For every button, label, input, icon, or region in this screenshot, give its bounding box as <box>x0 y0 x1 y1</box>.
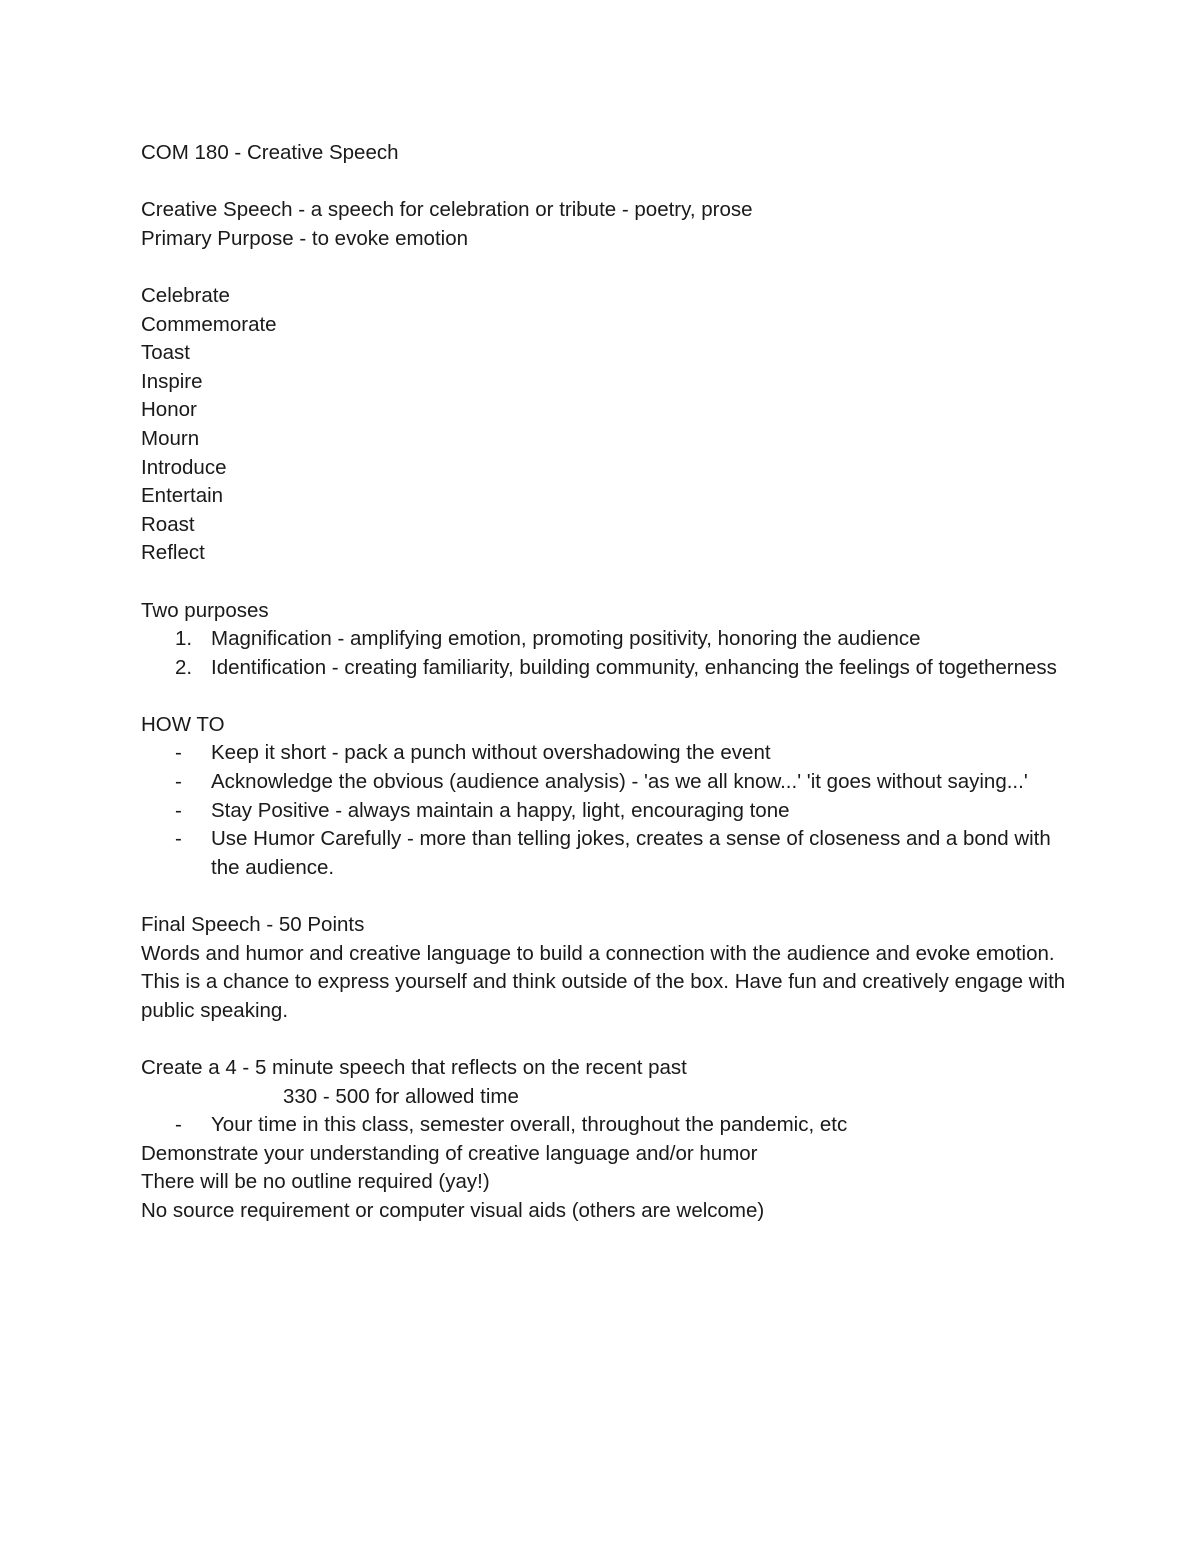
dash-marker: - <box>175 741 182 765</box>
demonstrate-requirement: Demonstrate your understanding of creative language and/or humor <box>141 1141 758 1165</box>
word-count-note: 330 - 500 for allowed time <box>283 1084 519 1108</box>
verb-item: Roast <box>141 512 195 536</box>
verb-item: Commemorate <box>141 312 277 336</box>
two-purposes-list <box>141 625 1071 682</box>
list-item-text: Acknowledge the obvious (audience analysis) - 'as we all know...' 'it goes without saying...' <box>211 770 1028 794</box>
dash-marker: - <box>175 798 182 822</box>
dash-marker: - <box>175 770 182 794</box>
list-item-text: Magnification - amplifying emotion, promoting positivity, honoring the audience <box>211 627 921 651</box>
verb-list <box>141 282 1071 568</box>
spacer <box>141 1025 1071 1054</box>
howto-heading: HOW TO <box>141 712 225 736</box>
verb-item: Celebrate <box>141 283 230 307</box>
list-item-text: Identification - creating familiarity, building community, enhancing the feelings of togetherness <box>211 655 1057 679</box>
list-item-text: Your time in this class, semester overall, throughout the pandemic, etc <box>211 1113 848 1137</box>
dash-item <box>141 768 1071 797</box>
dash-marker: - <box>175 827 182 851</box>
final-speech-heading: Final Speech - 50 Points <box>141 913 365 937</box>
verb-item: Introduce <box>141 455 227 479</box>
document-body <box>141 139 1071 1226</box>
verb-item: Honor <box>141 398 197 422</box>
howto-list <box>141 739 1071 882</box>
document-title: COM 180 - Creative Speech <box>141 141 399 164</box>
dash-item <box>141 739 1071 768</box>
purpose-line: Primary Purpose - to evoke emotion <box>141 226 468 250</box>
verb-item: Reflect <box>141 541 205 565</box>
definition-line: Creative Speech - a speech for celebration or tribute - poetry, prose <box>141 198 753 222</box>
spacer <box>141 568 1071 597</box>
verb-item: Toast <box>141 341 190 365</box>
spacer <box>141 682 1071 711</box>
dash-item <box>141 1111 1071 1140</box>
verb-item: Entertain <box>141 484 224 508</box>
numbered-item <box>141 625 1071 654</box>
list-item-text: Stay Positive - always maintain a happy, light, encouraging tone <box>211 798 790 822</box>
numbered-item <box>141 654 1071 683</box>
dash-item <box>141 797 1071 826</box>
spacer <box>141 168 1071 197</box>
list-item-text: Keep it short - pack a punch without overshadowing the event <box>211 741 771 765</box>
sources-requirement: No source requirement or computer visual aids (others are welcome) <box>141 1198 765 1222</box>
two-purposes-heading: Two purposes <box>141 598 269 622</box>
dash-marker: - <box>175 1113 182 1137</box>
create-requirement: Create a 4 - 5 minute speech that reflects on the recent past <box>141 1056 687 1079</box>
spacer <box>141 253 1071 282</box>
list-item-text: Use Humor Carefully - more than telling jokes, creates a sense of closeness and a bond with the audience. <box>211 827 1051 879</box>
final-speech-description: Words and humor and creative language to build a connection with the audience and evoke emotion. This is a chance to express yourself and think outside of the box. Have fun and creatively engage with public speaking. <box>141 941 1071 1022</box>
verb-item: Inspire <box>141 369 203 393</box>
list-number: 2. <box>175 655 193 679</box>
verb-item: Mourn <box>141 426 200 450</box>
requirements-list <box>141 1111 1071 1140</box>
spacer <box>141 882 1071 911</box>
outline-requirement: There will be no outline required (yay!) <box>141 1170 490 1194</box>
list-number: 1. <box>175 627 193 651</box>
dash-item <box>141 825 1071 882</box>
